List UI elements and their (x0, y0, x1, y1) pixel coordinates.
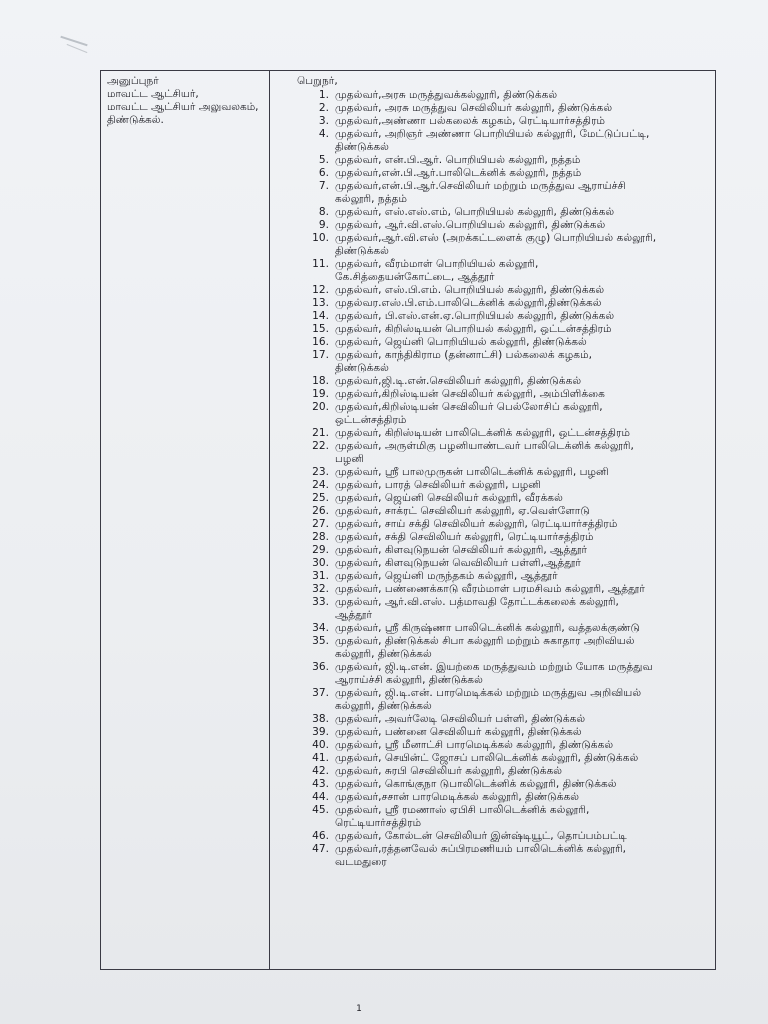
recipient-number: 45. (312, 804, 329, 816)
recipient-line: முதல்வர், காந்திகிராம (தன்னாட்சி) பல்கலைக் கழகம், (335, 349, 592, 361)
recipient-item (297, 219, 715, 232)
recipient-item (297, 167, 715, 180)
recipient-line: முதல்வர்,ஆர்.வி.எஸ் (அறக்கட்டளைக் குழு) பொறியியல் கல்லூரி, (335, 232, 657, 244)
recipient-line: முதல்வர்,அரசு மருத்துவக்கல்லூரி, திண்டுக்கல் (335, 89, 558, 101)
sender-block (107, 75, 265, 127)
recipient-line: முதல்வர், கொங்குநா டுபாலிடெக்னிக் கல்லூரி, திண்டுக்கல் (335, 778, 617, 790)
recipient-number: 27. (312, 518, 329, 530)
recipient-item (297, 401, 715, 427)
recipient-line: கே.சித்தையன்கோட்டை, ஆத்தூர் (335, 271, 495, 283)
recipient-line: முதல்வர்,ஜி.டி.என்.செவிலியர் கல்லூரி, திண்டுக்கல் (335, 375, 582, 387)
recipient-line: திண்டுக்கல் (335, 245, 389, 257)
recipient-item (297, 518, 715, 531)
recipient-number: 23. (312, 466, 329, 478)
recipient-list (297, 89, 715, 869)
recipient-line: முதல்வர், பண்ணைக்காடு வீரம்மாள் பரமசிவம் கல்லூரி, ஆத்தூர் (335, 583, 645, 595)
recipient-line: முதல்வர், ஸ்ரீ கிருஷ்ணா பாலிடெக்னிக் கல்லூரி, வத்தலக்குண்டு (335, 622, 640, 634)
recipient-line: முதல்வர், கிறிஸ்டியன் பொறியல் கல்லூரி, ஒட்டன்சத்திரம் (335, 323, 612, 335)
recipient-number: 41. (312, 752, 329, 764)
sender-line: மாவட்ட ஆட்சியர், (107, 88, 199, 100)
recipient-item (297, 128, 715, 154)
recipient-number: 25. (312, 492, 329, 504)
recipient-item (297, 375, 715, 388)
recipient-item (297, 830, 715, 843)
page-number: 1 (356, 1004, 362, 1014)
column-divider (269, 71, 270, 969)
recipient-line: முதல்வர், சாக்ரட் செவிலியர் கல்லூரி, ஏ.வெள்ளோடு (335, 505, 590, 517)
recipient-number: 2. (318, 102, 329, 114)
recipient-item (297, 232, 715, 258)
recipient-number: 32. (312, 583, 329, 595)
sender-heading: அனுப்புநர் (107, 75, 159, 87)
recipient-line: ரெட்டியார்சத்திரம் (335, 817, 422, 829)
recipient-line: ஆராய்ச்சி கல்லூரி, திண்டுக்கல் (335, 674, 483, 686)
recipient-item (297, 440, 715, 466)
recipient-line: ஆத்தூர் (335, 609, 372, 621)
recipient-item (297, 323, 715, 336)
recipient-item (297, 388, 715, 401)
recipient-number: 36. (312, 661, 329, 673)
recipient-line: முதல்வர், அறிஞர் அண்ணா பொறியியல் கல்லூரி, மேட்டுப்பட்டி, (335, 128, 650, 140)
recipient-line: முதல்வர், ஆர்.வி.எஸ். பத்மாவதி தோட்டக்கலைக் கல்லூரி, (335, 596, 619, 608)
recipient-line: முதல்வர், எஸ்.எஸ்.எம், பொறியியல் கல்லூரி, திண்டுக்கல் (335, 206, 615, 218)
recipient-item (297, 752, 715, 765)
recipient-number: 21. (312, 427, 329, 439)
recipient-line: முதல்வர், திண்டுக்கல் சிபா கல்லூரி மற்றும் சுகாதார அறிவியல் (335, 635, 635, 647)
recipient-number: 4. (318, 128, 329, 140)
recipient-line: முதல்வர், கோல்டன் செவிலியர் இன்ஷ்டியூட், தொப்பம்பட்டி (335, 830, 627, 842)
recipient-number: 5. (318, 154, 329, 166)
recipient-line: முதல்வர்,சசான் பாரமெடிக்கல் கல்லூரி, திண்டுக்கல் (335, 791, 580, 803)
recipient-number: 26. (312, 505, 329, 517)
recipient-line: முதல்வர், ஜெய்னி மருந்தகம் கல்லூரி, ஆத்தூர் (335, 570, 558, 582)
recipient-item (297, 687, 715, 713)
recipient-item (297, 180, 715, 206)
recipient-item (297, 804, 715, 830)
recipient-item (297, 557, 715, 570)
recipient-line: முதல்வர், அரசு மருத்துவ செவிலியர் கல்லூரி, திண்டுக்கல் (335, 102, 613, 114)
recipient-item (297, 505, 715, 518)
recipient-item (297, 570, 715, 583)
recipient-number: 14. (312, 310, 329, 322)
recipient-item (297, 531, 715, 544)
recipient-number: 22. (312, 440, 329, 452)
recipient-item (297, 297, 715, 310)
recipient-number: 13. (312, 297, 329, 309)
recipient-number: 39. (312, 726, 329, 738)
recipient-number: 38. (312, 713, 329, 725)
recipient-line: கல்லூரி, நத்தம் (335, 193, 408, 205)
recipient-number: 47. (312, 843, 329, 855)
recipient-item (297, 336, 715, 349)
recipient-line: திண்டுக்கல் (335, 362, 389, 374)
recipient-line: வடமதுரை (335, 856, 387, 868)
recipient-line: முதல்வர், சுரபி செவிலியர் கல்லூரி, திண்டுக்கல் (335, 765, 563, 777)
recipient-item (297, 713, 715, 726)
recipient-item (297, 843, 715, 869)
recipient-item (297, 479, 715, 492)
recipient-line: முதல்வர், ஸ்ரீ பாலமுருகன் பாலிடெக்னிக் கல்லூரி, பழனி (335, 466, 609, 478)
recipient-item (297, 258, 715, 284)
recipient-number: 15. (312, 323, 329, 335)
recipients-block (297, 75, 715, 869)
recipient-line: முதல்வர், ஆர்.வி.எஸ்.பொறியியல் கல்லூரி, திண்டுக்கல் (335, 219, 606, 231)
recipient-line: முதல்வர், அருள்மிகு பழனியாண்டவர் பாலிடெக்னிக் கல்லூரி, (335, 440, 634, 452)
recipient-item (297, 115, 715, 128)
recipient-line: முதல்வர், பாரத் செவிலியர் கல்லூரி, பழனி (335, 479, 541, 491)
recipient-item (297, 778, 715, 791)
recipient-line: முதல்வர், வீரம்மாள் பொறியியல் கல்லூரி, (335, 258, 539, 270)
recipient-number: 30. (312, 557, 329, 569)
recipients-heading: பெறுநர், (297, 75, 338, 87)
recipient-number: 7. (318, 180, 329, 192)
recipient-number: 44. (312, 791, 329, 803)
recipient-item (297, 349, 715, 375)
recipient-item (297, 583, 715, 596)
recipient-number: 46. (312, 830, 329, 842)
recipient-number: 16. (312, 336, 329, 348)
recipient-item (297, 284, 715, 297)
recipient-number: 6. (318, 167, 329, 179)
recipient-line: முதல்வர், கிளவுடுநயன் செவிலியர் கல்லூரி, ஆத்தூர் (335, 544, 588, 556)
recipient-item (297, 310, 715, 323)
recipient-item (297, 596, 715, 622)
recipient-item (297, 492, 715, 505)
recipient-number: 17. (312, 349, 329, 361)
recipient-line: முதல்வர், சக்தி செவிலியர் கல்லூரி, ரெட்டியார்சத்திரம் (335, 531, 594, 543)
recipient-number: 12. (312, 284, 329, 296)
recipient-number: 8. (318, 206, 329, 218)
recipient-line: முதல்வர்,அண்ணா பல்கலைக் கழகம், ரெட்டியார்சத்திரம் (335, 115, 606, 127)
sender-line: மாவட்ட ஆட்சியர் அலுவலகம், (107, 101, 259, 113)
recipient-number: 29. (312, 544, 329, 556)
recipient-line: திண்டுக்கல் (335, 141, 389, 153)
recipient-line: பழனி (335, 453, 365, 465)
recipient-item (297, 726, 715, 739)
recipient-number: 3. (318, 115, 329, 127)
recipient-line: முதல்வர், ஜெய்னி பொறியியல் கல்லூரி, திண்டுக்கல் (335, 336, 587, 348)
recipient-item (297, 427, 715, 440)
recipient-line: முதல்வர்,என்.பி.ஆர்.செவிலியர் மற்றும் மருத்துவ ஆராய்ச்சி (335, 180, 626, 192)
recipient-number: 42. (312, 765, 329, 777)
recipient-line: முதல்வர், ஜி.டி.என். பாரமெடிக்கல் மற்றும் மருத்துவ அறிவியல் (335, 687, 642, 699)
recipient-number: 18. (312, 375, 329, 387)
recipient-item (297, 635, 715, 661)
recipient-line: முதல்வர், எஸ்.பி.எம். பொறியியல் கல்லூரி, திண்டுக்கல் (335, 284, 605, 296)
recipient-line: முதல்வர், என்.பி.ஆர். பொறியியல் கல்லூரி, நத்தம் (335, 154, 581, 166)
recipient-number: 40. (312, 739, 329, 751)
recipient-number: 34. (312, 622, 329, 634)
recipient-number: 33. (312, 596, 329, 608)
recipient-item (297, 544, 715, 557)
recipient-number: 10. (312, 232, 329, 244)
recipient-number: 24. (312, 479, 329, 491)
recipient-item (297, 154, 715, 167)
recipient-item (297, 765, 715, 778)
recipient-item (297, 102, 715, 115)
recipient-number: 31. (312, 570, 329, 582)
recipient-line: முதல்வர், ஜி.டி.என். இயற்கை மருத்துவம் மற்றும் யோக மருத்துவ (335, 661, 653, 673)
recipient-line: முதல்வர், பி.எஸ்.என்.ஏ.பொறியியல் கல்லூரி, திண்டுக்கல் (335, 310, 615, 322)
recipient-item (297, 661, 715, 687)
recipient-line: கல்லூரி, திண்டுக்கல் (335, 700, 432, 712)
recipient-line: முதல்வர்,கிறிஸ்டியன் செவிலியர் கல்லூரி, அம்பிளிக்கை (335, 388, 605, 400)
recipient-item (297, 791, 715, 804)
recipient-line: முதல்வர.எஸ்.பி.எம்.பாலிடெக்னிக் கல்லூரி,திண்டுக்கல் (335, 297, 602, 309)
recipient-line: முதல்வர், அவர்லேடி செவிலியர் பள்ளி, திண்டுக்கல் (335, 713, 586, 725)
recipient-item (297, 739, 715, 752)
recipient-line: முதல்வர், கிளவுடுநயன் வெவிலியர் பள்ளி,ஆத்தூர் (335, 557, 581, 569)
recipient-line: முதல்வர்,ரத்தனவேல் சுப்பிரமணியம் பாலிடெக்னிக் கல்லூரி, (335, 843, 627, 855)
recipient-number: 9. (318, 219, 329, 231)
recipient-line: முதல்வர்,கிறிஸ்டியன் செவிலியர் பெல்லோசிப் கல்லூரி, (335, 401, 603, 413)
recipient-number: 11. (312, 258, 329, 270)
address-table (100, 70, 716, 970)
recipient-line: கல்லூரி, திண்டுக்கல் (335, 648, 432, 660)
scan-mark (60, 36, 87, 47)
recipient-item (297, 206, 715, 219)
recipient-line: முதல்வர், பண்னை செவிலியர் கல்லூரி, திண்டுக்கல் (335, 726, 582, 738)
recipient-number: 35. (312, 635, 329, 647)
sender-line: திண்டுக்கல். (107, 114, 164, 126)
recipient-line: முதல்வர், ஸ்ரீ மீனாட்சி பாரமெடிக்கல் கல்லூரி, திண்டுக்கல் (335, 739, 614, 751)
recipient-number: 28. (312, 531, 329, 543)
recipient-number: 20. (312, 401, 329, 413)
recipient-number: 37. (312, 687, 329, 699)
recipient-line: முதல்வர்,என்.பி.ஆர்.பாலிடெக்னிக் கல்லூரி, நத்தம் (335, 167, 582, 179)
recipient-line: முதல்வர், சாய் சக்தி செவிலியர் கல்லூரி, ரெட்டியார்சத்திரம் (335, 518, 618, 530)
recipient-item (297, 466, 715, 479)
recipient-number: 1. (318, 89, 329, 101)
recipient-line: முதல்வர், ஜெய்னி செவிலியர் கல்லூரி, வீரக்கல் (335, 492, 563, 504)
recipient-line: ஒட்டன்சத்திரம் (335, 414, 407, 426)
recipient-line: முதல்வர், ஸ்ரீ ரமணாஸ் ஏபிசி பாலிடெக்னிக் கல்லூரி, (335, 804, 590, 816)
recipient-item (297, 622, 715, 635)
recipient-line: முதல்வர், கிறிஸ்டியன் பாலிடெக்னிக் கல்லூரி, ஒட்டன்சத்திரம் (335, 427, 631, 439)
recipient-line: முதல்வர், செயின்ட் ஜோசப் பாலிடெக்னிக் கல்லூரி, திண்டுக்கல் (335, 752, 639, 764)
recipient-number: 19. (312, 388, 329, 400)
recipient-number: 43. (312, 778, 329, 790)
recipient-item (297, 89, 715, 102)
